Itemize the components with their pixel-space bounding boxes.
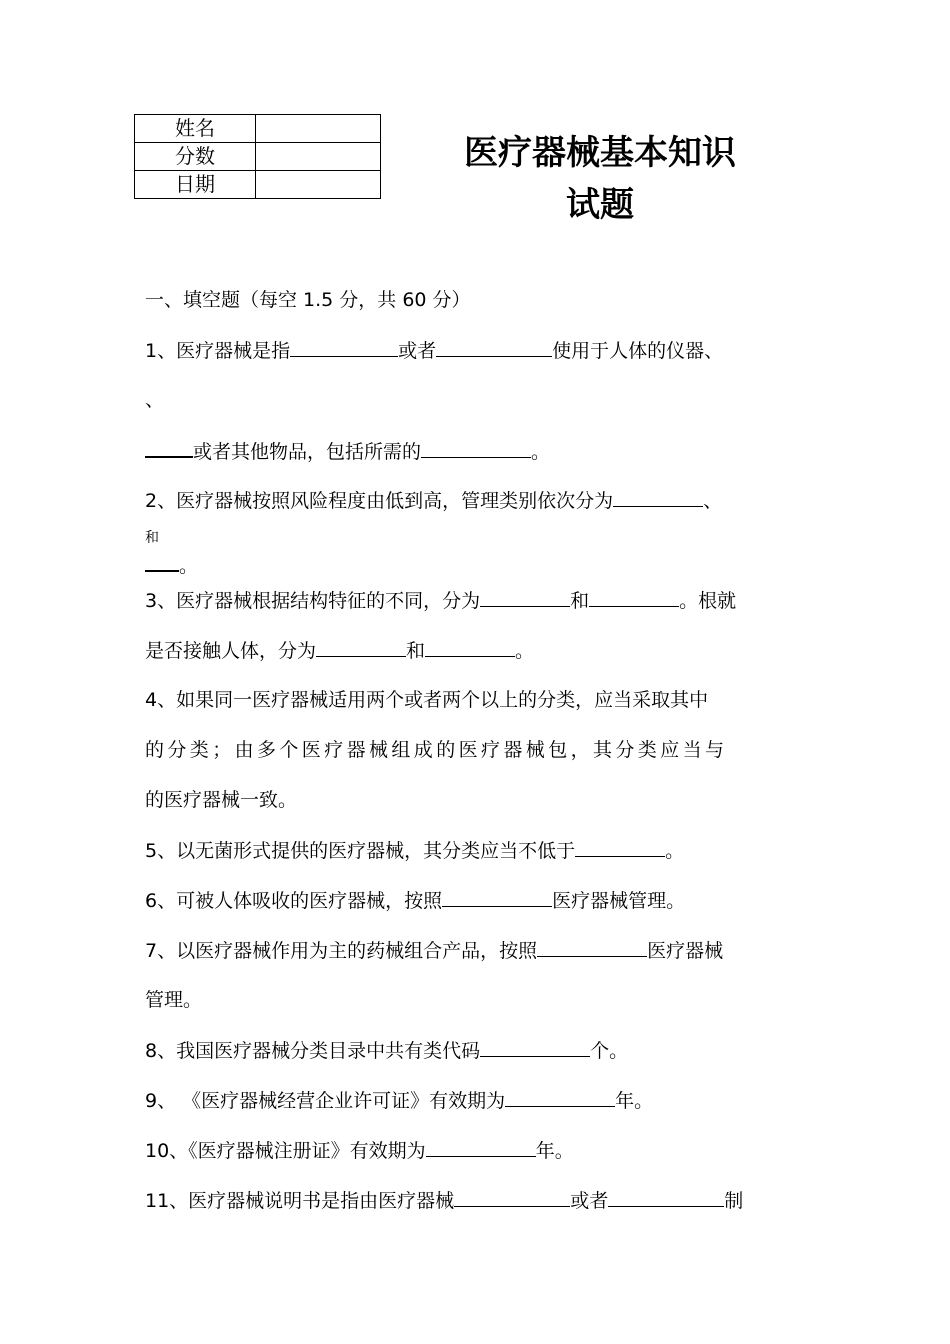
q2-blank-2[interactable]: [145, 550, 179, 572]
date-field[interactable]: [256, 171, 381, 199]
question-6: [145, 886, 807, 915]
q3-text-a: 3、医疗器械根据结构特征的不同，分为: [145, 590, 481, 612]
q1-text-f: 。: [531, 441, 551, 463]
name-label: 姓名: [135, 115, 256, 143]
q9-blank-1[interactable]: [505, 1086, 615, 1107]
question-1-line-3: [145, 436, 807, 466]
q1-blank-1[interactable]: [290, 336, 398, 357]
question-4-line-1: 4、如果同一医疗器械适用两个或者两个以上的分类，应当采取其中: [145, 689, 709, 711]
question-3-line-2: [145, 636, 807, 665]
q6-blank-1[interactable]: [442, 886, 552, 907]
q8-text-b: 个。: [590, 1040, 629, 1062]
question-4-line-3: 的医疗器械一致。: [145, 789, 298, 811]
q7-blank-1[interactable]: [537, 936, 647, 957]
question-7-line-1: [145, 936, 807, 965]
document-title: 医疗器械基本知识: [464, 133, 736, 173]
q1-text-d: 、: [145, 389, 165, 411]
q3-blank-1[interactable]: [480, 586, 570, 607]
q3-text-f: 。: [515, 640, 535, 662]
q1-text-c: 使用于人体的仪器、: [552, 340, 724, 362]
score-field[interactable]: [256, 143, 381, 171]
q5-text-b: 。: [665, 840, 685, 862]
section-heading: 一、填空题（每空 1.5 分，共 60 分）: [145, 289, 471, 311]
q3-text-d: 是否接触人体，分为: [145, 640, 317, 662]
info-row-date: [135, 171, 381, 199]
q10-text-b: 年。: [535, 1140, 574, 1162]
q3-text-c: 。根就: [679, 590, 737, 612]
info-row-score: [135, 143, 381, 171]
q2-text-a: 2、医疗器械按照风险程度由低到高，管理类别依次分为: [145, 490, 614, 512]
q1-text-a: 1、医疗器械是指: [145, 340, 291, 362]
q3-blank-2[interactable]: [589, 586, 679, 607]
q2-text-d: 。: [179, 555, 199, 577]
q11-blank-2[interactable]: [608, 1186, 724, 1207]
q2-text-c: 和: [145, 530, 159, 546]
q10-blank-1[interactable]: [426, 1136, 536, 1157]
document-subtitle: 试题: [566, 185, 634, 225]
question-1-line-2: [145, 386, 807, 414]
q1-blank-2[interactable]: [436, 336, 552, 357]
q2-text-b: 、: [703, 490, 723, 512]
question-4-line-2: 的分类；由多个医疗器械组成的医疗器械包，其分类应当与: [145, 739, 728, 761]
q3-text-e: 和: [406, 640, 426, 662]
question-9: [145, 1086, 807, 1115]
q6-text-b: 医疗器械管理。: [552, 890, 686, 912]
q3-text-b: 和: [570, 590, 590, 612]
info-table: [134, 114, 381, 199]
q8-text-a: 8、我国医疗器械分类目录中共有类代码: [145, 1040, 481, 1062]
q11-text-b: 或者: [570, 1190, 609, 1212]
q3-blank-4[interactable]: [425, 636, 515, 657]
question-8: [145, 1036, 807, 1065]
name-field[interactable]: [256, 115, 381, 143]
q8-blank-1[interactable]: [480, 1036, 590, 1057]
info-row-name: [135, 115, 381, 143]
question-5: [145, 836, 807, 865]
q1-blank-4[interactable]: [421, 437, 531, 458]
q6-text-a: 6、可被人体吸收的医疗器械，按照: [145, 890, 443, 912]
question-7-line-2: 管理。: [145, 989, 203, 1011]
q7-text-a: 7、以医疗器械作用为主的药械组合产品，按照: [145, 940, 538, 962]
q3-blank-3[interactable]: [316, 636, 406, 657]
question-2-line-1: [145, 486, 807, 515]
q11-text-c: 制: [724, 1190, 744, 1212]
q10-text-a: 10、《医疗器械注册证》有效期为: [145, 1140, 426, 1162]
q9-text-b: 年。: [615, 1090, 654, 1112]
question-2-line-2: [145, 524, 807, 552]
q5-blank-1[interactable]: [575, 836, 665, 857]
q7-text-b: 医疗器械: [647, 940, 724, 962]
q1-text-b: 或者: [398, 340, 437, 362]
question-2-line-3: [145, 550, 807, 580]
score-label: 分数: [135, 143, 256, 171]
q1-text-e: 或者其他物品，包括所需的: [193, 441, 422, 463]
question-11: [145, 1186, 807, 1215]
q11-text-a: 11、医疗器械说明书是指由医疗器械: [145, 1190, 455, 1212]
q5-text-a: 5、以无菌形式提供的医疗器械，其分类应当不低于: [145, 840, 576, 862]
question-10: [145, 1136, 807, 1165]
question-3-line-1: [145, 586, 807, 615]
q9-text-a: 9、 《医疗器械经营企业许可证》有效期为: [145, 1090, 506, 1112]
q11-blank-1[interactable]: [454, 1186, 570, 1207]
question-1-line-1: [145, 336, 807, 365]
q1-blank-3[interactable]: [145, 436, 193, 458]
date-label: 日期: [135, 171, 256, 199]
q2-blank-1[interactable]: [613, 486, 703, 507]
